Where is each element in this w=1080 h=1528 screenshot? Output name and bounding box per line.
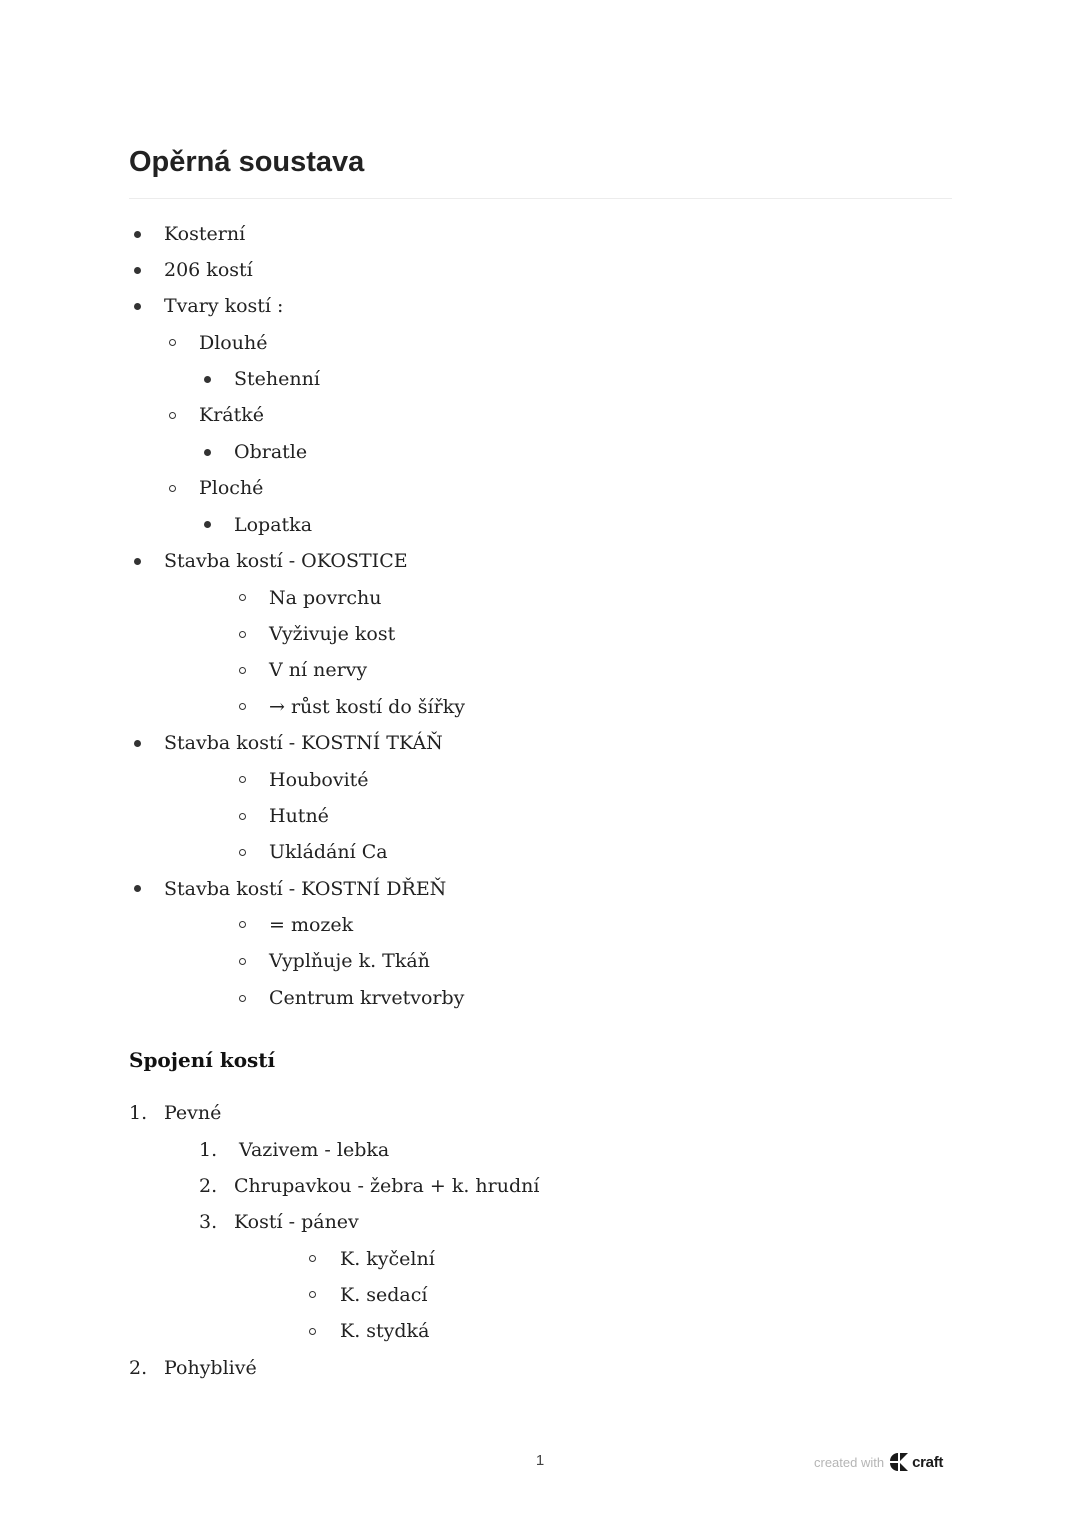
list-item: Houbovité xyxy=(269,769,369,791)
craft-badge[interactable] xyxy=(814,1450,943,1474)
bullet-disc xyxy=(204,449,211,456)
list-item: Kostí - pánev xyxy=(234,1211,359,1233)
bullet-disc xyxy=(204,521,211,528)
list-number: 2. xyxy=(199,1175,218,1197)
list-item: K. stydká xyxy=(340,1320,430,1342)
list-item: Hutné xyxy=(269,805,329,827)
bullet-disc xyxy=(134,267,141,274)
title-divider xyxy=(129,198,952,199)
section-title: Spojení kostí xyxy=(129,1048,276,1072)
list-item: = mozek xyxy=(269,914,354,936)
created-with-label: created with xyxy=(814,1454,885,1470)
bullet-disc xyxy=(134,558,141,565)
bullet-circle xyxy=(239,703,246,710)
bullet-circle xyxy=(239,813,246,820)
bullet-circle xyxy=(239,995,246,1002)
bullet-disc xyxy=(134,740,141,747)
list-item: Vazivem - lebka xyxy=(239,1139,390,1161)
bullet-circle xyxy=(309,1328,316,1335)
list-item: K. sedací xyxy=(340,1284,428,1306)
list-item: Vyplňuje k. Tkáň xyxy=(269,950,430,972)
list-item: Stavba kostí - KOSTNÍ TKÁŇ xyxy=(164,732,443,754)
bullet-disc xyxy=(134,231,141,238)
list-item: Obratle xyxy=(234,441,308,463)
list-item: Stavba kostí - OKOSTICE xyxy=(164,550,408,572)
page-number: 1 xyxy=(535,1452,545,1469)
list-item: Lopatka xyxy=(234,514,313,536)
list-item: Na povrchu xyxy=(269,587,382,609)
bullet-disc xyxy=(134,303,141,310)
list-item: Chrupavkou - žebra + k. hrudní xyxy=(234,1175,540,1197)
list-item: Kosterní xyxy=(164,223,246,245)
page-title: Opěrná soustava xyxy=(129,146,365,178)
bullet-circle xyxy=(169,339,176,346)
list-item: Ukládání Ca xyxy=(269,841,388,863)
list-item: Tvary kostí : xyxy=(164,295,284,317)
list-item: V ní nervy xyxy=(269,659,368,681)
list-item: Stavba kostí - KOSTNÍ DŘEŇ xyxy=(164,878,447,900)
list-number: 1. xyxy=(129,1102,148,1124)
list-item: Stehenní xyxy=(234,368,320,390)
list-item: Krátké xyxy=(199,404,264,426)
bullet-circle xyxy=(239,921,246,928)
list-item: → růst kostí do šířky xyxy=(269,696,465,718)
craft-logo-icon xyxy=(889,1452,909,1472)
list-number: 2. xyxy=(129,1357,148,1379)
bullet-circle xyxy=(239,958,246,965)
list-item: Pohyblivé xyxy=(164,1357,257,1379)
bullet-circle xyxy=(169,412,176,419)
list-item: Ploché xyxy=(199,477,264,499)
bullet-circle xyxy=(309,1291,316,1298)
list-number: 3. xyxy=(199,1211,218,1233)
bullet-circle xyxy=(239,667,246,674)
list-item: Pevné xyxy=(164,1102,222,1124)
bullet-circle xyxy=(239,594,246,601)
bullet-circle xyxy=(309,1255,316,1262)
bullet-disc xyxy=(134,885,141,892)
list-item: Dlouhé xyxy=(199,332,268,354)
bullet-circle xyxy=(239,776,246,783)
list-item: Vyživuje kost xyxy=(269,623,396,645)
list-item: K. kyčelní xyxy=(340,1248,435,1270)
bullet-circle xyxy=(239,631,246,638)
list-number: 1. xyxy=(199,1139,218,1161)
bullet-circle xyxy=(169,485,176,492)
list-item: Centrum krvetvorby xyxy=(269,987,465,1009)
bullet-circle xyxy=(239,849,246,856)
list-item: 206 kostí xyxy=(164,259,253,281)
craft-brand-label: craft xyxy=(912,1453,944,1471)
bullet-disc xyxy=(204,376,211,383)
